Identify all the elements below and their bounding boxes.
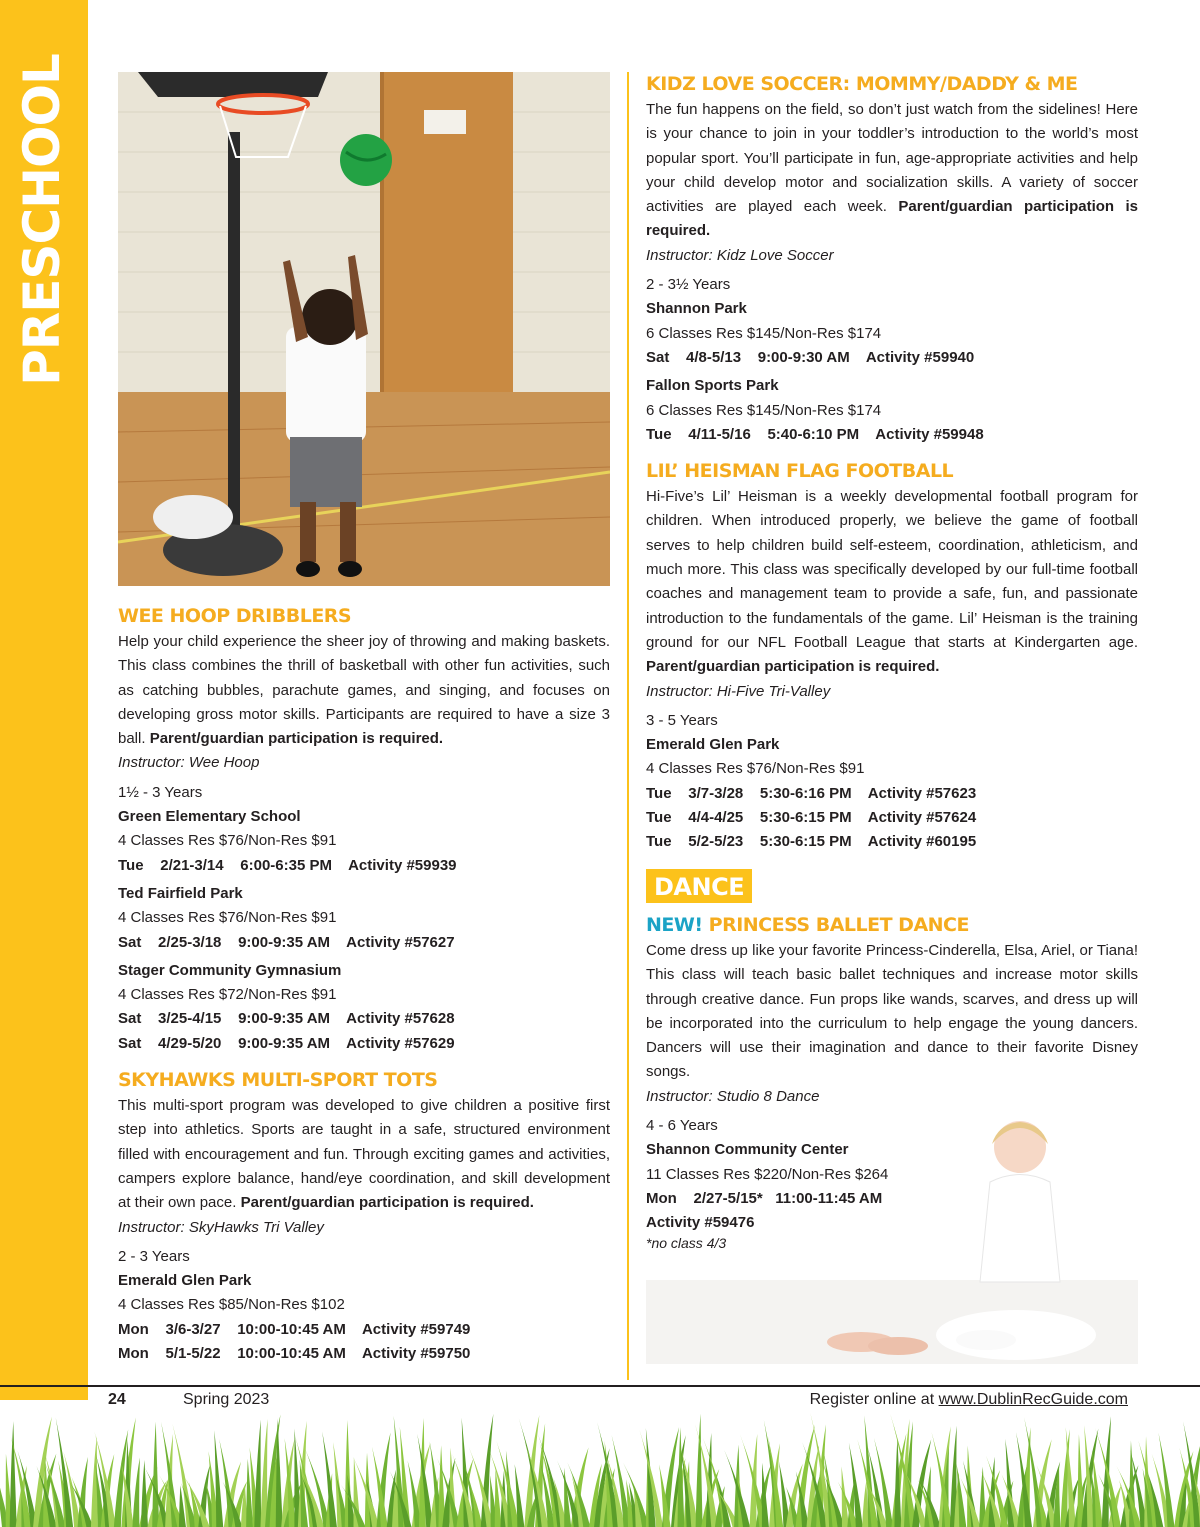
location-name: Shannon Community Center	[646, 1141, 849, 1159]
program-skyhawks	[118, 1066, 610, 1366]
age-range: 3 - 5 Years	[646, 711, 718, 729]
session-row: Sat 3/25-4/15 9:00-9:35 AM Activity #57628	[118, 1010, 455, 1028]
program-description: Help your child experience the sheer joy of throwing and making baskets. This class combines the thrill of basketball with other fun activities, such as catching bubbles, parachute games, and singing, and focuses on developing gross motor skills. Participants are required to have a size 3 ball. Parent/guardian participation is required.	[118, 633, 610, 748]
class-fees: 4 Classes Res $76/Non-Res $91	[118, 832, 337, 850]
basketball-photo	[118, 72, 610, 586]
program-wee-hoop	[118, 602, 610, 1056]
session-row: Mon 5/1-5/22 10:00-10:45 AM Activity #59750	[118, 1345, 471, 1363]
grass-blade	[874, 1438, 893, 1527]
session-row: Tue 3/7-3/28 5:30-6:16 PM Activity #57623	[646, 784, 977, 802]
activity-number: Activity #59476	[646, 1214, 755, 1232]
program-kidz-love-soccer	[646, 70, 1138, 447]
grass-blade	[762, 1463, 769, 1527]
program-title: NEW! PRINCESS BALLET DANCE	[646, 913, 969, 936]
instructor: Instructor: Wee Hoop	[118, 754, 260, 772]
page-number: 24	[108, 1391, 126, 1408]
age-range: 2 - 3 Years	[118, 1247, 190, 1265]
program-description: Come dress up like your favorite Princess-Cinderella, Elsa, Ariel, or Tiana! This class will teach basic ballet techniques and increase motor skills through creative dance. Fun props like wands, scarves, and dress up will be incorporated into the curriculum to help engage the young dancers. Dancers will use their imagination and dance to their favorite Disney songs.	[646, 941, 1138, 1081]
grass-blade	[254, 1420, 261, 1527]
website-link[interactable]: www.DublinRecGuide.com	[938, 1391, 1128, 1408]
location-name: Emerald Glen Park	[646, 736, 780, 754]
new-label: NEW!	[646, 913, 703, 936]
age-range: 1½ - 3 Years	[118, 783, 203, 801]
session-row: Tue 2/21-3/14 6:00-6:35 PM Activity #59939	[118, 856, 457, 874]
ballet-photo	[646, 1280, 1138, 1364]
class-fees: 4 Classes Res $72/Non-Res $91	[118, 986, 337, 1004]
grass-blade	[152, 1422, 159, 1527]
season-label: Spring 2023	[183, 1391, 270, 1408]
dance-section-badge: DANCE	[646, 869, 752, 903]
ballerina-figure	[920, 1112, 1120, 1292]
section-sidebar	[0, 0, 88, 1400]
location-name: Stager Community Gymnasium	[118, 961, 342, 979]
location-name: Emerald Glen Park	[118, 1272, 252, 1290]
session-row: Sat 4/8-5/13 9:00-9:30 AM Activity #59940	[646, 348, 975, 366]
program-description: This multi-sport program was developed to give children a positive first step into athletics. Sports are taught in a safe, structured environment filled with encouragement and fun. Through exciting games and activities, campers explore balance, hand/eye coordination, and skill development at their own pace. Parent/guardian participation is required.	[118, 1097, 610, 1212]
class-fees: 6 Classes Res $145/Non-Res $174	[646, 401, 882, 419]
program-description: The fun happens on the field, so don’t just watch from the sidelines! Here is your chance to join in your toddler’s introduction to the world’s most popular sport. You’ll participate in fun, age-appropriate activities and help your child develop motor and socialization skills. A variety of soccer activities are played each week. Parent/guardian participation is required.	[646, 101, 1139, 240]
program-title: WEE HOOP DRIBBLERS	[118, 605, 352, 627]
session-row: Tue 4/4-4/25 5:30-6:15 PM Activity #57624	[646, 809, 977, 827]
session-row: Tue 5/2-5/23 5:30-6:15 PM Activity #60195	[646, 833, 977, 851]
location-name: Shannon Park	[646, 300, 747, 318]
program-lil-heisman	[646, 457, 1138, 854]
instructor: Instructor: Hi-Five Tri-Valley	[646, 682, 831, 700]
grass-blade	[132, 1457, 139, 1527]
class-fees: 4 Classes Res $76/Non-Res $91	[646, 760, 865, 778]
right-column	[646, 70, 1138, 1251]
instructor: Instructor: SkyHawks Tri Valley	[118, 1218, 324, 1236]
grass-blade	[10, 1421, 17, 1527]
program-title: SKYHAWKS MULTI-SPORT TOTS	[118, 1069, 438, 1092]
location-name: Green Elementary School	[118, 808, 301, 826]
session-row: Sat 4/29-5/20 9:00-9:35 AM Activity #57629	[118, 1034, 455, 1052]
session-row: Mon 3/6-3/27 10:00-10:45 AM Activity #59749	[118, 1320, 471, 1338]
age-range: 4 - 6 Years	[646, 1116, 718, 1134]
section-title: PRESCHOOL	[13, 54, 71, 386]
session-row: Tue 4/11-5/16 5:40-6:10 PM Activity #59948	[646, 425, 984, 443]
column-divider	[627, 72, 629, 1380]
requirement-note: Parent/guardian participation is required.	[149, 730, 444, 748]
program-title: KIDZ LOVE SOCCER: MOMMY/DADDY & ME	[646, 73, 1078, 95]
requirement-note: Parent/guardian participation is required.	[646, 658, 940, 676]
requirement-note: Parent/guardian participation is required.	[646, 198, 1139, 240]
location-name: Fallon Sports Park	[646, 377, 779, 395]
schedule-note: *no class 4/3	[646, 1235, 727, 1252]
register-text: Register online at www.DublinRecGuide.com	[809, 1391, 1128, 1408]
left-column	[118, 602, 610, 1366]
grass-blade	[677, 1427, 684, 1527]
grass-blade	[696, 1414, 703, 1527]
instructor: Instructor: Kidz Love Soccer	[646, 246, 834, 264]
session-row: Mon 2/27-5/15* 11:00-11:45 AM	[646, 1189, 883, 1207]
class-fees: 4 Classes Res $85/Non-Res $102	[118, 1296, 345, 1314]
session-row: Sat 2/25-3/18 9:00-9:35 AM Activity #57627	[118, 933, 455, 951]
class-fees: 6 Classes Res $145/Non-Res $174	[646, 324, 882, 342]
class-fees: 11 Classes Res $220/Non-Res $264	[646, 1165, 889, 1183]
class-fees: 4 Classes Res $76/Non-Res $91	[118, 909, 337, 927]
location-name: Ted Fairfield Park	[118, 884, 243, 902]
program-description: Hi-Five’s Lil’ Heisman is a weekly developmental football program for children. When introduced properly, we believe the game of football serves to help children build self-esteem, coordination, athleticism, and much more. This class was specifically developed by our full-time football coaches and management team to provide a safe, fun, and passionate introduction to the fundamentals of the game. Lil’ Heisman is the training ground for our NFL Football League that starts at Kindergarten age. Parent/guardian participation is required.	[646, 488, 1138, 676]
program-title: LIL’ HEISMAN FLAG FOOTBALL	[646, 460, 954, 483]
instructor: Instructor: Studio 8 Dance	[646, 1087, 820, 1105]
grass-decoration	[0, 1410, 1200, 1527]
requirement-note: Parent/guardian participation is required.	[240, 1194, 534, 1212]
footer-rule	[0, 1385, 1200, 1387]
age-range: 2 - 3½ Years	[646, 276, 731, 294]
